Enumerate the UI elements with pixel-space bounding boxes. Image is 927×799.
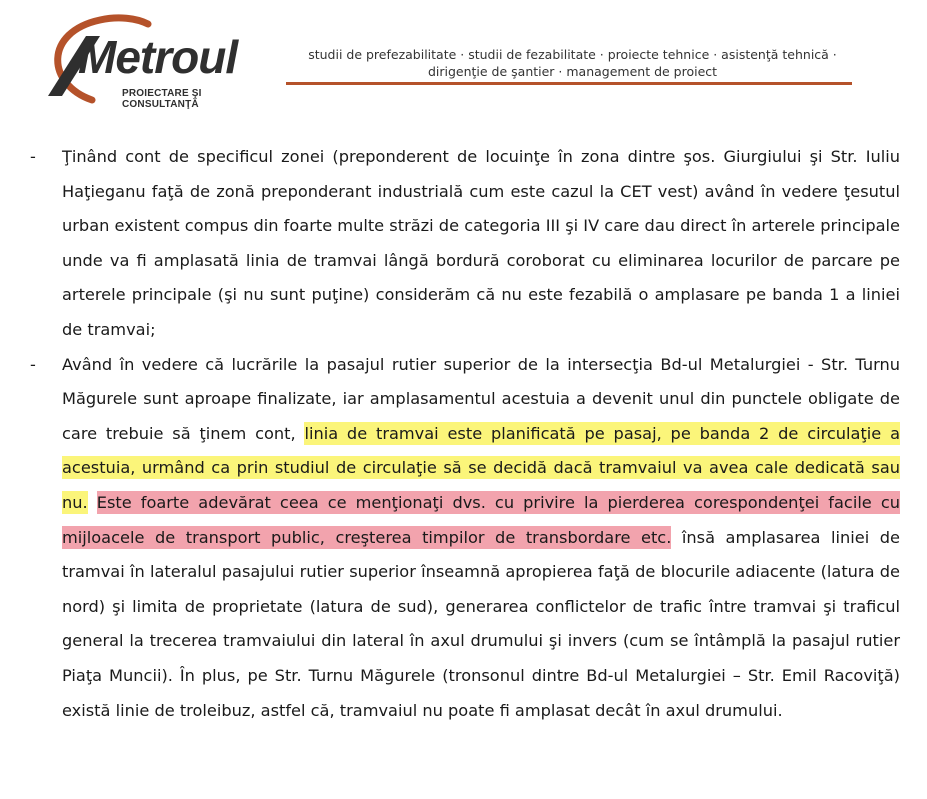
services-tagline — [285, 46, 860, 80]
company-logo — [40, 14, 280, 110]
bullet-dash: - — [30, 147, 36, 166]
tagline-line-2: dirigenţie de şantier · management de proiect — [427, 64, 718, 79]
logo-wordmark: Metroul — [78, 31, 238, 83]
document-body — [30, 140, 900, 728]
list-item — [30, 140, 900, 348]
header-divider — [286, 82, 852, 85]
tagline-line-1: studii de prefezabilitate · studii de fezabilitate · proiecte tehnice · asistenţă tehnică · — [308, 47, 837, 62]
paragraph-text: Ţinând cont de specificul zonei (preponderent de locuinţe în zona dintre şos. Giurgiului şi Str. Iuliu Haţieganu faţă de zonă preponderant industrială cum este cazul la CET vest) având în vedere ţesutul urban existent compus din foarte multe străzi de categoria III şi IV care dau direct în arterele principale unde va fi amplasată linia de tramvai lângă bordură coroborat cu eliminarea locurilor de parcare pe arterele principale (şi nu sunt puţine) considerăm că nu este fezabilă o amplasare pe banda 1 a liniei de tramvai; — [62, 147, 900, 339]
bullet-dash: - — [30, 354, 36, 374]
highlight-pink: Este foarte adevărat ceea ce menţionaţi dvs. cu privire la pierderea corespondenţei facile cu mijloacele de transport public, creşterea timpilor de transbordare etc. — [62, 492, 900, 547]
list-item — [30, 348, 900, 729]
logo-subtitle: PROIECTARE ŞI CONSULTANŢĂ — [122, 88, 202, 110]
paragraph-text: însă amplasarea liniei de tramvai în lateralul pasajului rutier superior înseamnă apropierea faţă de blocurile adiacente (latura de nord) şi limita de proprietate (latura de sud), generarea conflictelor de trafic între tramvai şi traficul general la trecerea tramvaiului din lateral în axul drumului şi invers (cum se întâmplă la pasajul rutier Piaţa Muncii). În plus, pe Str. Turnu Măgurele (tronsonul dintre Bd-ul Metalurgiei – Str. Emil Racoviţă) există linie de troleibuz, astfel că, tramvaiul nu poate fi amplasat decât în axul drumului. — [62, 527, 900, 720]
highlight-yellow: linia de tramvai este planificată pe pasaj, pe banda 2 de circulaţie a acestuia, urmând ca prin studiul de circulaţie să se decidă dacă tramvaiul va avea cale dedicată sau nu. — [62, 423, 900, 512]
letterhead — [0, 0, 927, 110]
paragraph-text: Având în vedere că lucrările la pasajul rutier superior de la intersecţia Bd-ul Metalurgiei - Str. Turnu Măgurele sunt aproape finalizate, iar amplasamentul acestuia a devenit unul din punctele obligate de care trebuie să ţinem cont, — [62, 354, 900, 443]
